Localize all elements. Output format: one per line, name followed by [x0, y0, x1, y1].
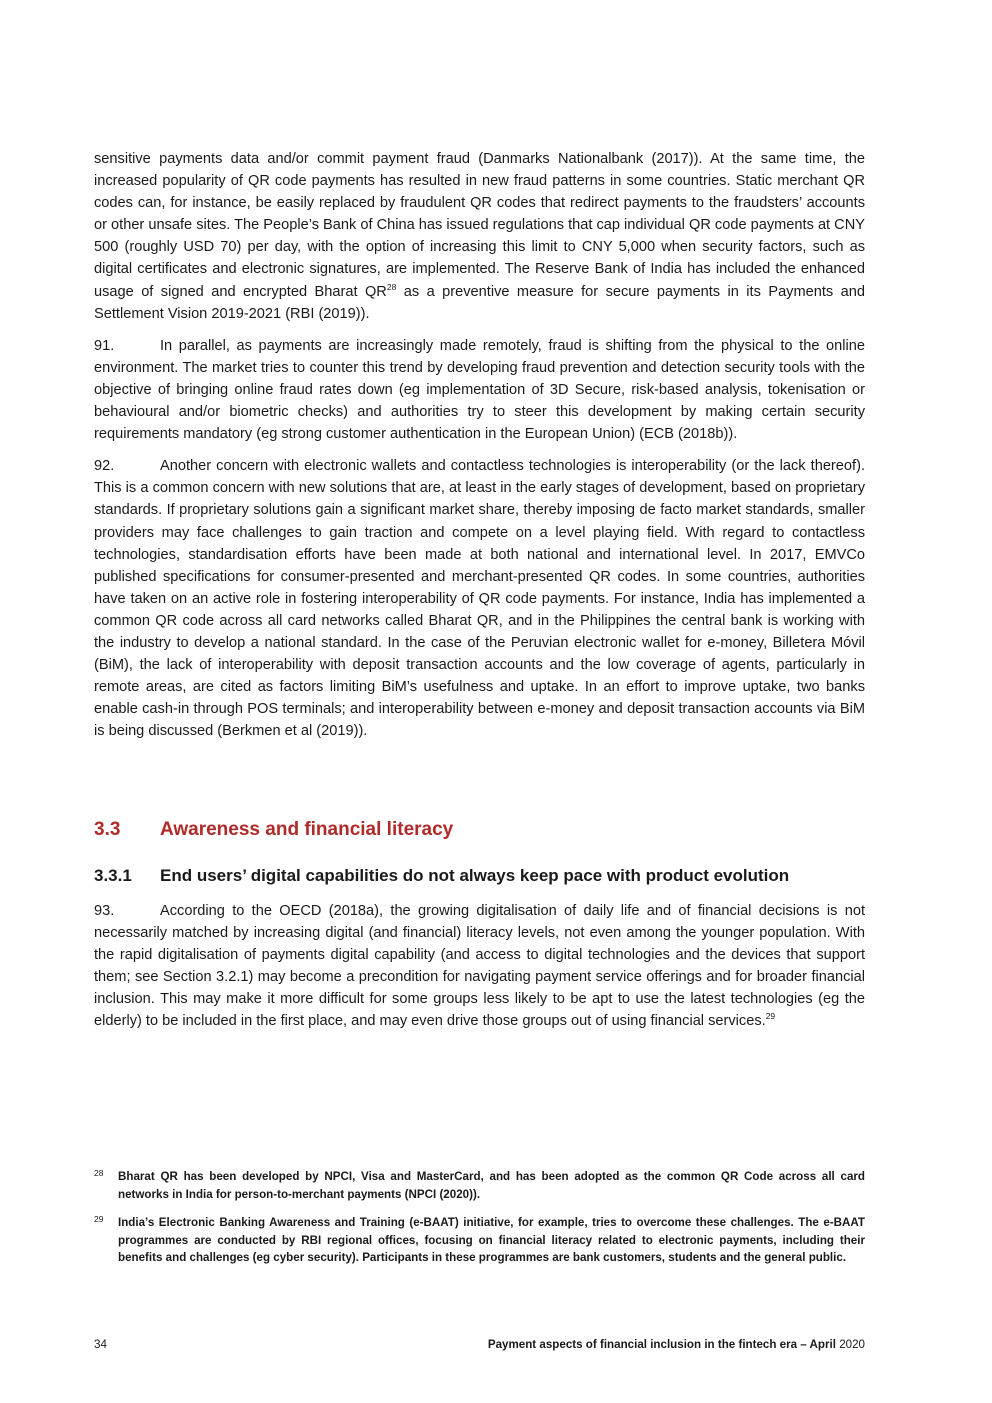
running-footer: Payment aspects of financial inclusion in the fintech era – April 2020 [487, 1338, 865, 1351]
paragraph-number: 92. [94, 458, 115, 475]
footnote-ref-28[interactable]: 28 [386, 281, 397, 292]
paragraph-91: 91. In parallel, as payments are increasingly made remotely, fraud is shifting from the physical to the online environment. The market tries to counter this trend by developing fraud prevention and detection security tools with the objective of bringing online fraud rates down (eg implementation of 3D Secure, risk-based analysis, tokenisation or behavioural and/or biometric checks) and authorities try to steer this development by making certain security requirements mandatory (eg strong customer authentication in the European Union) (ECB (2018b)). [94, 335, 865, 445]
footnote-28: 28 Bharat QR has been developed by NPCI, Visa and MasterCard, and has been adopted as the common QR Code across all card networks in India for person-to-merchant payments (NPCI (2020)). [94, 1168, 865, 1201]
footnote-ref-29[interactable]: 29 [765, 1011, 776, 1022]
section-heading: 3.3 Awareness and financial literacy [94, 819, 454, 840]
subsection-heading: 3.3.1 End users’ digital capabilities do not always keep pace with product evolution [94, 866, 790, 885]
body-text [94, 148, 865, 742]
paragraph-number: 93. [94, 903, 115, 919]
paragraph-intro: sensitive payments data and/or commit payment fraud (Danmarks Nationalbank (2017)). At the same time, the increased popularity of QR code payments has resulted in new fraud patterns in some countries. Static merchant QR codes can, for instance, be easily replaced by fraudulent QR codes that redirect payments to the fraudsters’ accounts or other unsafe sites. The People’s Bank of China has issued regulations that cap individual QR code payments at CNY 500 (roughly USD 70) per day, with the option of increasing this limit to CNY 5,000 when security factors, such as digital certificates and electronic signatures, are implemented. The Reserve Bank of India has included the enhanced usage of signed and encrypted Bharat QR$^{28}$ as a preventive measure for secure payments in its Payments and Settlement Vision 2019-2021 (RBI (2019)). [94, 151, 865, 322]
page-number: 34 [94, 1338, 107, 1351]
body-text-2 [94, 900, 865, 1033]
paragraph-number: 91. [94, 337, 115, 354]
paragraph-93: 93. According to the OECD (2018a), the growing digitalisation of daily life and of financial decisions is not necessarily matched by increasing digital (and financial) literacy levels, not even among the younger population. With the rapid digitalisation of payments digital capability (and access to digital technologies and the devices that support them; see Section 3.2.1) may become a precondition for navigating payment service offerings and for broader financial inclusion. This may make it more difficult for some groups less likely to be apt to use the latest technologies (eg the elderly) to be included in the first place, and may even drive those groups out of using financial services.$^{29}$ [94, 900, 865, 1033]
paragraph-92: 92. Another concern with electronic wallets and contactless technologies is interoperability (or the lack thereof). This is a common concern with new solutions that are, at least in the early stages of development, based on proprietary standards. If proprietary solutions gain a significant market share, thereby imposing de facto market standards, smaller providers may face challenges to gain traction and compete on a level playing field. With regard to contactless technologies, standardisation efforts have been made at both national and international level. In 2017, EMVCo published specifications for consumer-presented and merchant-presented QR codes. In some countries, authorities have taken on an active role in fostering interoperability of QR code payments. For instance, India has implemented a common QR code across all card networks called Bharat QR, and in the Philippines the central bank is working with the industry to develop a national standard. In the case of the Peruvian electronic wallet for e-money, Billetera Móvil (BiM), the lack of interoperability with deposit transaction accounts and the low coverage of agents, particularly in remote areas, are cited as factors limiting BiM’s usefulness and uptake. In an effort to improve uptake, two banks enable cash-in through POS terminals; and interoperability between e-money and deposit transaction accounts via BiM is being discussed (Berkmen et al (2019)). [94, 455, 865, 742]
footnote-29: 29 India’s Electronic Banking Awareness and Training (e-BAAT) initiative, for example, tries to overcome these challenges. The e-BAAT programmes are conducted by RBI regional offices, focusing on financial literacy related to electronic payments, including their benefits and challenges (eg cyber security). Participants in these programmes are bank customers, students and the general public. [94, 1214, 865, 1265]
